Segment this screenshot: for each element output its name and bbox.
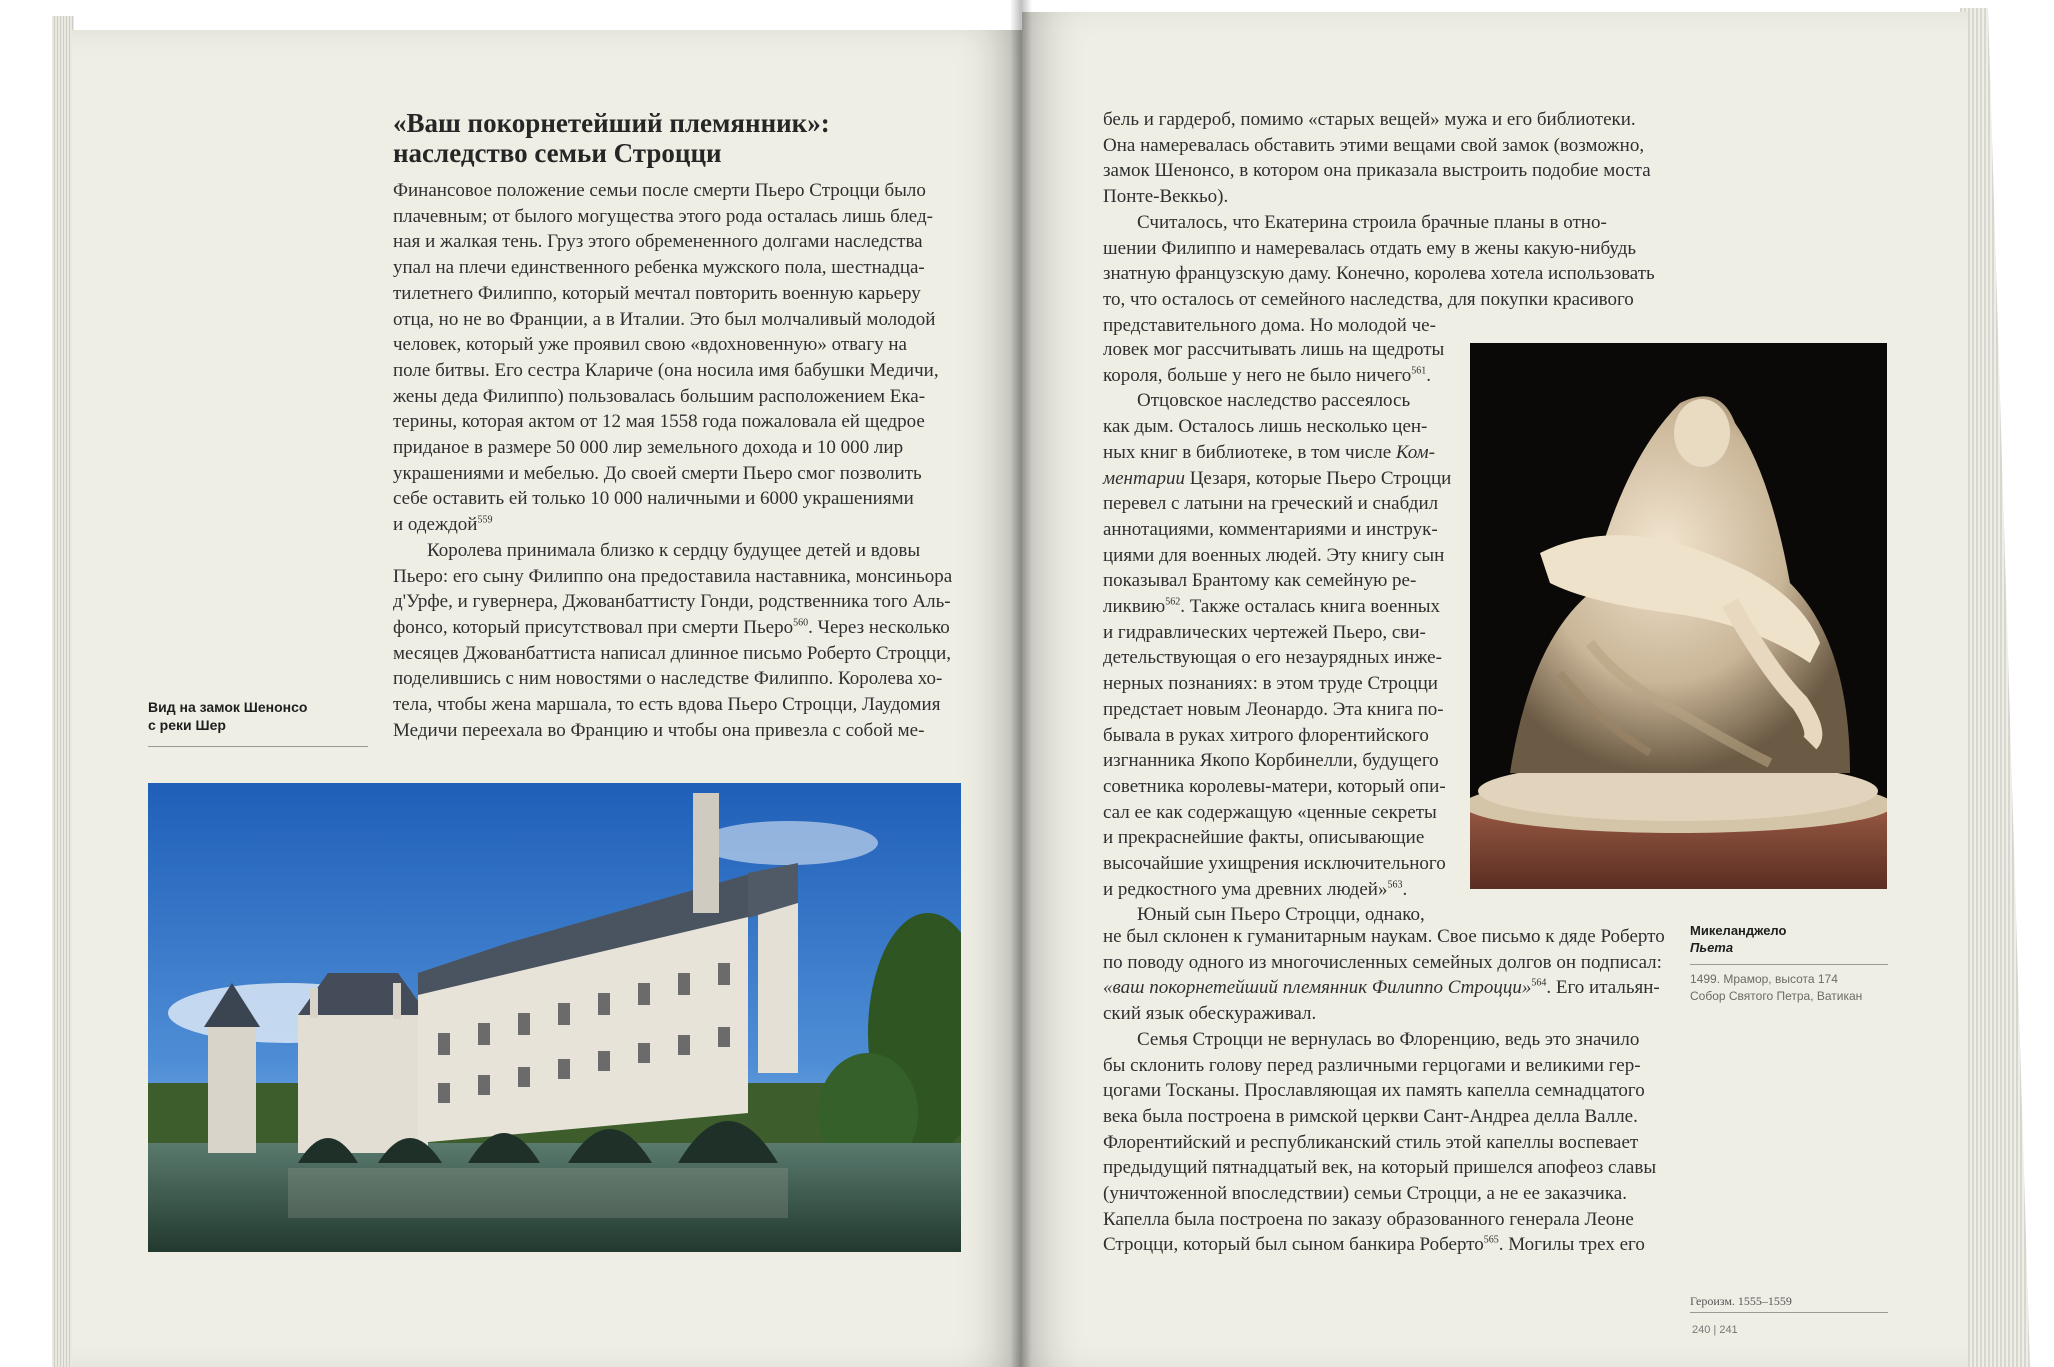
line-text: Капелла была построена по заказу образованного генерала Леоне <box>1103 1208 1634 1230</box>
line-text: предыдущий пятнадцатый век, на который пришелся апофеоз славы <box>1103 1157 1657 1179</box>
text-line <box>1103 261 1673 287</box>
right-body-text-bottom <box>1103 924 1673 1258</box>
text-line <box>393 615 963 641</box>
line-text: Считалось, что Екатерина строила брачные планы в отно- <box>1137 211 1607 233</box>
line-text: месяцев Джованбаттиста написал длинное письмо Роберто Строцци, <box>393 642 952 664</box>
line-text: . <box>1402 878 1408 900</box>
text-line <box>1103 800 1443 826</box>
right-body-text-column <box>1103 337 1452 928</box>
text-line <box>393 409 963 435</box>
text-line <box>1103 287 1673 313</box>
caption-line: с реки Шер <box>148 717 226 733</box>
line-text: предстает новым Леонардо. Эта книга по- <box>1103 698 1444 720</box>
line-text: поле битвы. Его сестра Клариче (она носила имя бабушки Медичи, <box>393 359 939 381</box>
line-text: высочайшие ухищрения исключительного <box>1103 853 1446 875</box>
line-text: века была построена в римской церкви Сант-Андреа делла Валле. <box>1103 1105 1638 1127</box>
text-line <box>1103 158 1673 184</box>
text-line <box>393 229 963 255</box>
caption-rule <box>1690 964 1888 965</box>
text-line <box>393 666 963 692</box>
line-text: Отцовское наследство рассеялось <box>1137 390 1411 412</box>
line-text: терины, которая актом от 12 мая 1558 года пожаловала ей щедрое <box>393 411 925 433</box>
text-line <box>1103 210 1673 236</box>
line-text: упал на плечи единственного ребенка мужского пола, шестнадца- <box>393 257 925 279</box>
text-line <box>393 692 963 718</box>
text-line <box>393 255 963 281</box>
text-line <box>393 332 963 358</box>
line-text: фонсо, который присутствовал при смерти Пьеро <box>393 616 794 638</box>
line-text: плачевным; от былого могущества этого рода осталась лишь блед- <box>393 205 933 227</box>
text-line <box>393 589 963 615</box>
line-text: Семья Строцци не вернулась во Флоренцию, ведь это значило <box>1137 1028 1640 1050</box>
text-line <box>393 718 963 744</box>
text-line <box>1103 877 1443 903</box>
text-line <box>1103 107 1673 133</box>
line-text: как дым. Осталось лишь несколько цен- <box>1103 416 1428 438</box>
line-text: не был склонен к гуманитарным наукам. Свое письмо к дяде Роберто <box>1103 926 1665 947</box>
text-line <box>1103 975 1673 1001</box>
line-text: и прекраснейшие факты, описывающие <box>1103 827 1425 849</box>
text-line <box>393 178 963 204</box>
text-line <box>1103 1001 1673 1027</box>
caption-rule <box>148 746 368 747</box>
text-line <box>1103 697 1443 723</box>
text-line <box>393 358 963 384</box>
running-head: Героизм. 1555–1559 <box>1690 1294 1792 1308</box>
line-text: . <box>1426 364 1431 386</box>
pieta-caption <box>1690 922 1890 1005</box>
text-line <box>1103 723 1443 749</box>
text-line <box>1103 184 1673 210</box>
line-text: д'Урфе, и гувернера, Джованбаттисту Гонди, родственника того Аль- <box>393 591 951 613</box>
footnote-ref: 560 <box>793 617 809 629</box>
line-text: циями для военных людей. Эту книгу сын <box>1103 544 1445 566</box>
line-text: нерных познаниях: в этом труде Строцци <box>1103 673 1438 695</box>
section-heading <box>393 108 993 168</box>
text-line <box>393 641 963 667</box>
italic-text: ментарии <box>1103 467 1185 489</box>
artwork-info-line: Собор Святого Петра, Ватикан <box>1690 989 1863 1003</box>
italic-text: «ваш покорнетейший племянник Филиппо Строцци» <box>1103 977 1532 999</box>
text-line <box>1103 671 1443 697</box>
line-text: сал ее как содержащую «ценные секреты <box>1103 801 1437 823</box>
text-line <box>1103 748 1443 774</box>
text-line <box>1103 568 1443 594</box>
page-edges-right <box>1960 8 2030 1367</box>
text-line <box>1103 645 1443 671</box>
heading-line: «Ваш покорнетейший племянник»: <box>393 108 830 138</box>
footnote-ref: 563 <box>1387 879 1403 891</box>
line-text: ных книг в библиотеке, в том числе <box>1103 441 1396 463</box>
text-line <box>393 307 963 333</box>
page-numbers: 240 | 241 <box>1692 1324 1738 1336</box>
text-line <box>1103 440 1443 466</box>
text-line <box>1103 133 1673 159</box>
line-text: . Также осталась книга военных <box>1180 596 1441 618</box>
text-line <box>1103 1130 1673 1156</box>
text-line <box>1103 466 1452 492</box>
text-line <box>393 486 963 512</box>
text-line <box>1103 363 1443 389</box>
text-line <box>1103 337 1443 363</box>
line-text: знатную французскую даму. Конечно, королева хотела использовать <box>1103 263 1655 285</box>
line-text: Она намеревалась обставить этими вещами свой замок (возможно, <box>1103 134 1645 156</box>
text-line <box>1103 491 1443 517</box>
line-text: Строцци, который был сыном банкира Роберто <box>1103 1234 1484 1256</box>
line-text: бывала в руках хитрого флорентийского <box>1103 724 1429 746</box>
footnote-ref: 562 <box>1165 596 1181 608</box>
line-text: представительного дома. Но молодой че- <box>1103 314 1436 336</box>
text-line <box>1103 1232 1673 1258</box>
footnote-ref: 564 <box>1531 978 1547 990</box>
castle-caption <box>148 698 368 734</box>
line-text: Цезаря, которые Пьеро Строцци <box>1184 467 1452 489</box>
line-text: шении Филиппо и намеревалась отдать ему в жены какую-нибудь <box>1103 237 1637 259</box>
line-text: Медичи переехала во Францию и чтобы она привезла с собой ме- <box>393 719 925 741</box>
line-text: отца, но не во Франции, а в Италии. Это был молчаливый молодой <box>393 308 936 330</box>
line-text: перевел с латыни на греческий и снабдил <box>1103 493 1439 515</box>
text-line <box>393 435 963 461</box>
line-text: короля, больше у него не было ничего <box>1103 364 1412 386</box>
line-text: замок Шенонсо, в котором она приказала выстроить подобие моста <box>1103 160 1651 182</box>
text-line <box>1103 620 1443 646</box>
line-text: ликвию <box>1103 596 1166 618</box>
pieta-sculpture-photo <box>1470 343 1887 889</box>
heading-line: наследство семьи Строцци <box>393 138 722 168</box>
italic-text: Ком- <box>1395 441 1436 463</box>
caption-line: Вид на замок Шенонсо <box>148 699 308 715</box>
page-edges-left <box>52 16 74 1367</box>
artist-name: Микеланджело <box>1690 923 1787 938</box>
artwork-title: Пьета <box>1690 940 1734 955</box>
text-line <box>393 538 963 564</box>
text-line <box>1103 851 1446 877</box>
artwork-info-line: 1499. Мрамор, высота 174 <box>1690 972 1838 986</box>
text-line <box>393 281 963 307</box>
text-line <box>393 204 963 230</box>
line-text: изгнанника Якопо Корбинелли, будущего <box>1103 750 1439 772</box>
line-text: ная и жалкая тень. Груз этого обремененного долгами наследства <box>393 231 923 253</box>
text-line <box>393 512 963 538</box>
text-line <box>1103 950 1673 976</box>
line-text: поделившись с ним новостями о наследстве Филиппо. Королева хо- <box>393 668 943 690</box>
text-line <box>393 564 963 590</box>
text-line <box>1103 1181 1673 1207</box>
text-line <box>1103 236 1673 262</box>
line-text: Юный сын Пьеро Строцци, однако, <box>1137 904 1425 926</box>
line-text: и редкостного ума древних людей» <box>1103 878 1388 900</box>
line-text: и гидравлических чертежей Пьеро, сви- <box>1103 621 1426 643</box>
line-text: . Его итальян- <box>1546 977 1660 999</box>
text-line <box>393 461 963 487</box>
line-text: показывал Брантому как семейную ре- <box>1103 570 1417 592</box>
line-text: . Могилы трех его <box>1498 1234 1645 1256</box>
line-text: приданое в размере 50 000 лир земельного дохода и 10 000 лир <box>393 437 904 459</box>
line-text: Понте-Веккьо). <box>1103 186 1229 208</box>
book-gutter <box>1010 0 1032 1367</box>
line-text: себе оставить ей только 10 000 наличными и 6000 украшениями <box>393 488 914 510</box>
text-line <box>1103 543 1443 569</box>
line-text: детельствующая о его незаурядных инже- <box>1103 647 1442 669</box>
footnote-ref: 559 <box>477 514 493 526</box>
text-line <box>1103 517 1443 543</box>
line-text: ский язык обескураживал. <box>1103 1003 1317 1025</box>
line-text: то, что осталось от семейного наследства, для покупки красивого <box>1103 288 1634 310</box>
text-line <box>1103 774 1446 800</box>
text-line <box>1103 825 1443 851</box>
line-text: и одеждой <box>393 514 478 536</box>
line-text: . Через несколько <box>808 616 950 638</box>
running-head-rule <box>1690 1312 1888 1313</box>
text-line <box>1103 1078 1673 1104</box>
text-line <box>1103 1207 1673 1233</box>
text-line <box>1103 388 1443 414</box>
line-text: тилетнего Филиппо, который мечтал повторить военную карьеру <box>393 282 921 304</box>
footnote-ref: 561 <box>1411 365 1427 377</box>
text-line <box>393 384 963 410</box>
line-text: человек, который уже проявил свою «вдохновенную» отвагу на <box>393 334 907 356</box>
line-text: украшениями и мебелью. До своей смерти Пьеро смог позволить <box>393 462 922 484</box>
line-text: Королева принимала близко к сердцу будущее детей и вдовы <box>427 539 921 561</box>
line-text: бель и гардероб, помимо «старых вещей» мужа и его библиотеки. <box>1103 109 1636 130</box>
text-line <box>1103 1053 1673 1079</box>
text-line <box>1103 313 1673 339</box>
text-line <box>1103 924 1673 950</box>
right-body-text-top <box>1103 107 1673 338</box>
text-line <box>1103 1027 1673 1053</box>
line-text: Финансовое положение семьи после смерти Пьеро Строцци было <box>393 180 926 201</box>
text-line <box>1103 594 1443 620</box>
chenonceau-castle-photo <box>148 783 961 1252</box>
line-text: цогами Тосканы. Прославляющая их память капелла семнадцатого <box>1103 1080 1645 1102</box>
left-body-text <box>393 178 963 743</box>
line-text: (уничтоженной впоследствии) семьи Строцци, а не ее заказчика. <box>1103 1183 1627 1205</box>
text-line <box>1103 1155 1673 1181</box>
text-line <box>1103 1104 1673 1130</box>
line-text: ловек мог рассчитывать лишь на щедроты <box>1103 339 1445 360</box>
line-text: Пьеро: его сыну Филиппо она предоставила наставника, монсиньора <box>393 565 953 587</box>
text-line <box>1103 414 1443 440</box>
line-text: жены деда Филиппо) пользовалась большим расположением Ека- <box>393 385 926 407</box>
line-text: тела, чтобы жена маршала, то есть вдова Пьеро Строцци, Лаудомия <box>393 694 941 716</box>
line-text: советника королевы-матери, который опи- <box>1103 775 1446 797</box>
line-text: Флорентийский и республиканский стиль этой капеллы воспевает <box>1103 1131 1639 1153</box>
line-text: по поводу одного из многочисленных семейных долгов он подписал: <box>1103 951 1662 973</box>
footnote-ref: 565 <box>1483 1235 1499 1247</box>
line-text: аннотациями, комментариями и инструк- <box>1103 518 1438 540</box>
line-text: бы склонить голову перед различными герцогами и великими гер- <box>1103 1054 1641 1076</box>
